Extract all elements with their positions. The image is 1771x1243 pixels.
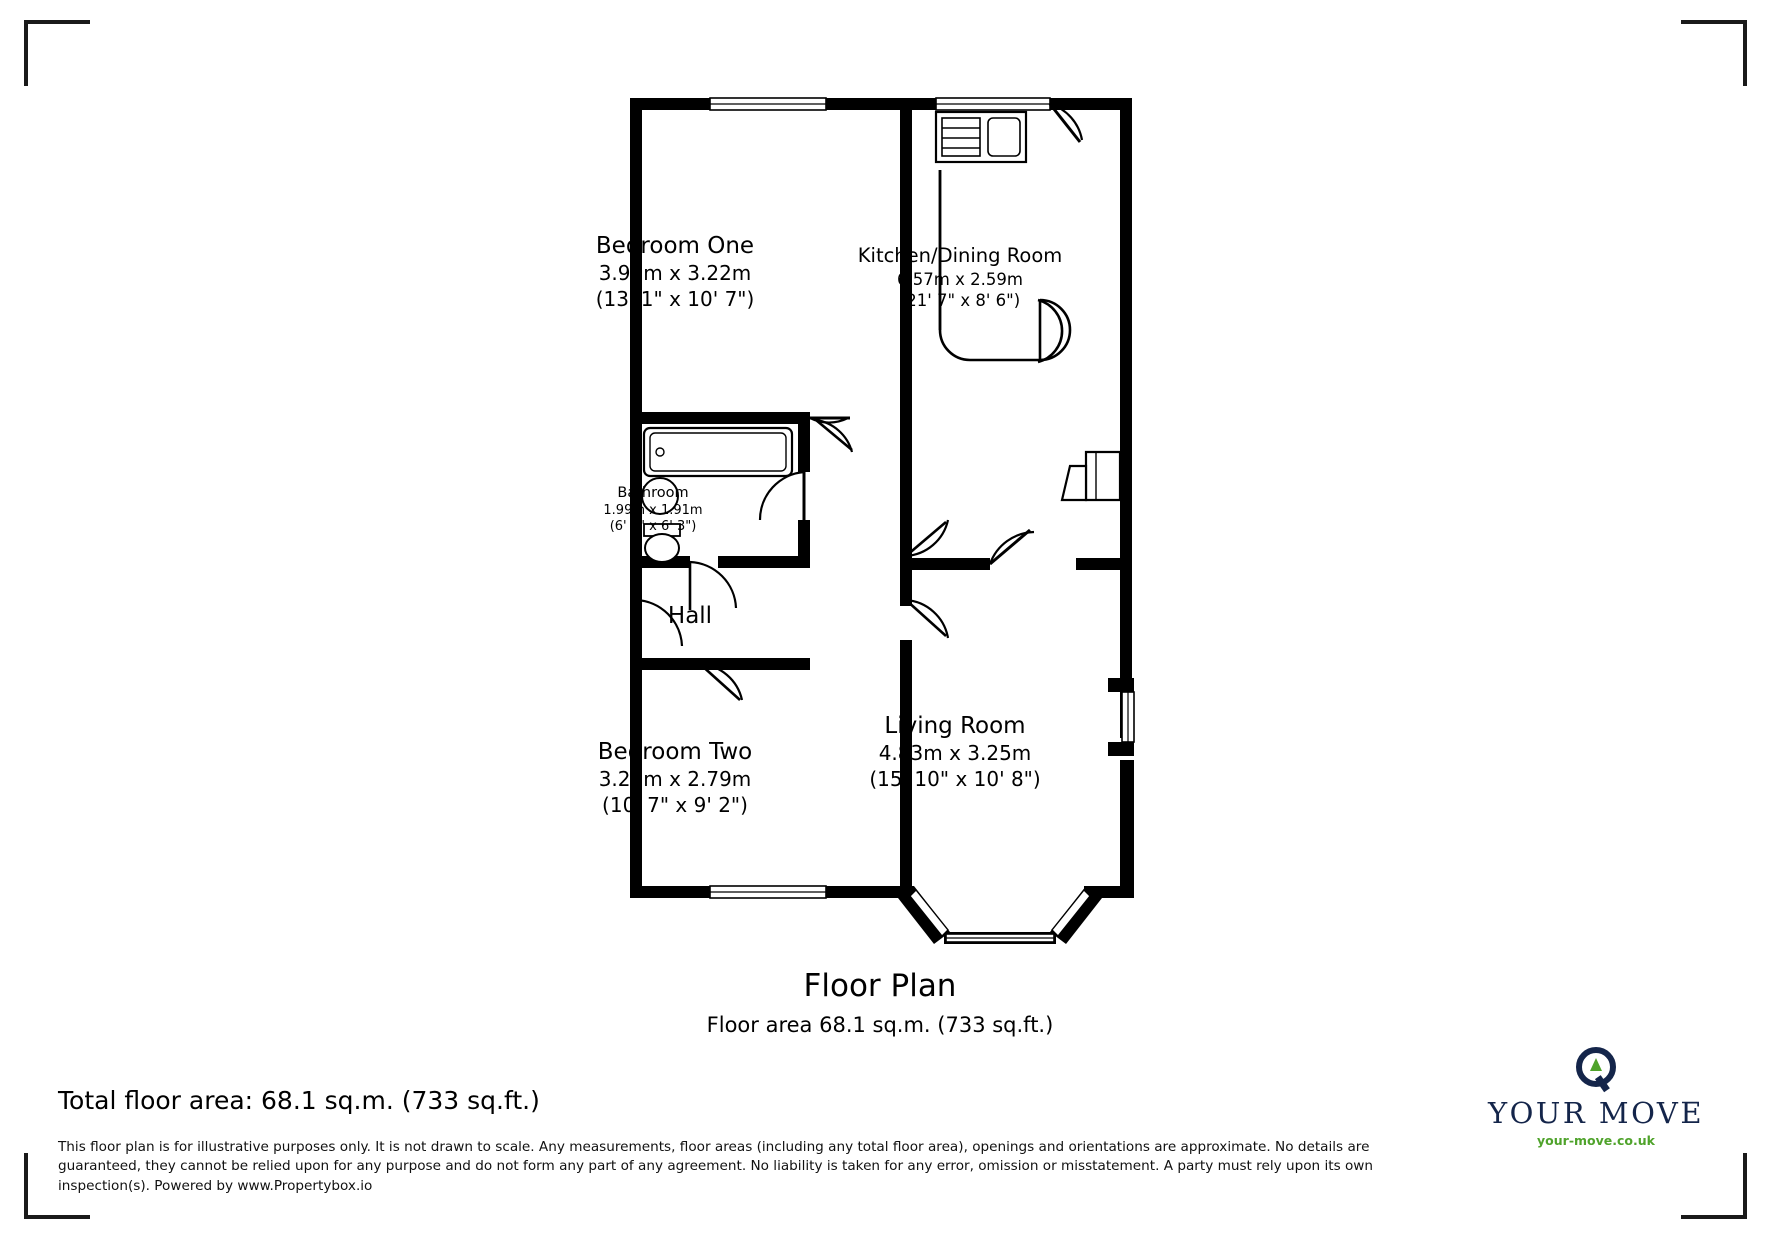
room-label-kitchen-dining-room (845, 244, 1075, 311)
total-floor-area: Total floor area: 68.1 sq.m. (733 sq.ft.) (58, 1086, 540, 1115)
room-dimensions-imperial: (10' 7" x 9' 2") (602, 793, 748, 818)
room-name: Kitchen/Dining Room (857, 244, 1063, 267)
room-name: Living Room (884, 713, 1026, 739)
plan-floor-area: Floor area 68.1 sq.m. (733 sq.ft.) (706, 1013, 1054, 1037)
room-label-bathroom (578, 484, 728, 536)
room-dimensions-metric: 3.22m x 2.79m (598, 767, 752, 792)
room-dimensions-imperial: (6' 6" x 6' 3") (609, 519, 697, 535)
room-dimensions-metric: 3.99m x 3.22m (598, 261, 752, 286)
room-label-bedroom-two (560, 738, 790, 819)
room-dimensions-metric: 1.99m x 1.91m (603, 502, 703, 518)
disclaimer-text: This floor plan is for illustrative purposes only. It is not drawn to scale. Any measurements, floor areas (including any total floor area), openings and orientations are approximate. No details are guaranteed, they cannot be relied upon for any purpose and do not form any part of any agreement. No liability is taken for any error, omission or misstatement. A party must rely upon its own inspection(s). Powered by www.Propertybox.io (58, 1139, 1374, 1194)
room-label-living-room (840, 712, 1070, 793)
room-dimensions-imperial: (13' 1" x 10' 7") (595, 287, 755, 312)
room-dimensions-metric: 4.83m x 3.25m (878, 741, 1032, 766)
room-name: Hall (667, 603, 713, 629)
room-name: Bedroom Two (597, 739, 753, 765)
room-dimensions-imperial: (21' 7" x 8' 6") (899, 291, 1021, 311)
your-move-logo-icon (1572, 1046, 1620, 1094)
room-name: Bathroom (617, 485, 689, 501)
room-dimensions-imperial: (15' 10" x 10' 8") (869, 767, 1041, 792)
brand-url: your-move.co.uk (1537, 1133, 1655, 1148)
brand-logo (1481, 1046, 1711, 1148)
brand-wordmark: YOUR MOVE (1488, 1096, 1704, 1130)
room-label-hall (630, 602, 750, 631)
page-title: Floor Plan (803, 968, 957, 1004)
room-dimensions-metric: 6.57m x 2.59m (897, 269, 1023, 289)
room-label-bedroom-one (560, 232, 790, 313)
room-name: Bedroom One (595, 233, 755, 259)
plan-title-block (620, 968, 1140, 1037)
